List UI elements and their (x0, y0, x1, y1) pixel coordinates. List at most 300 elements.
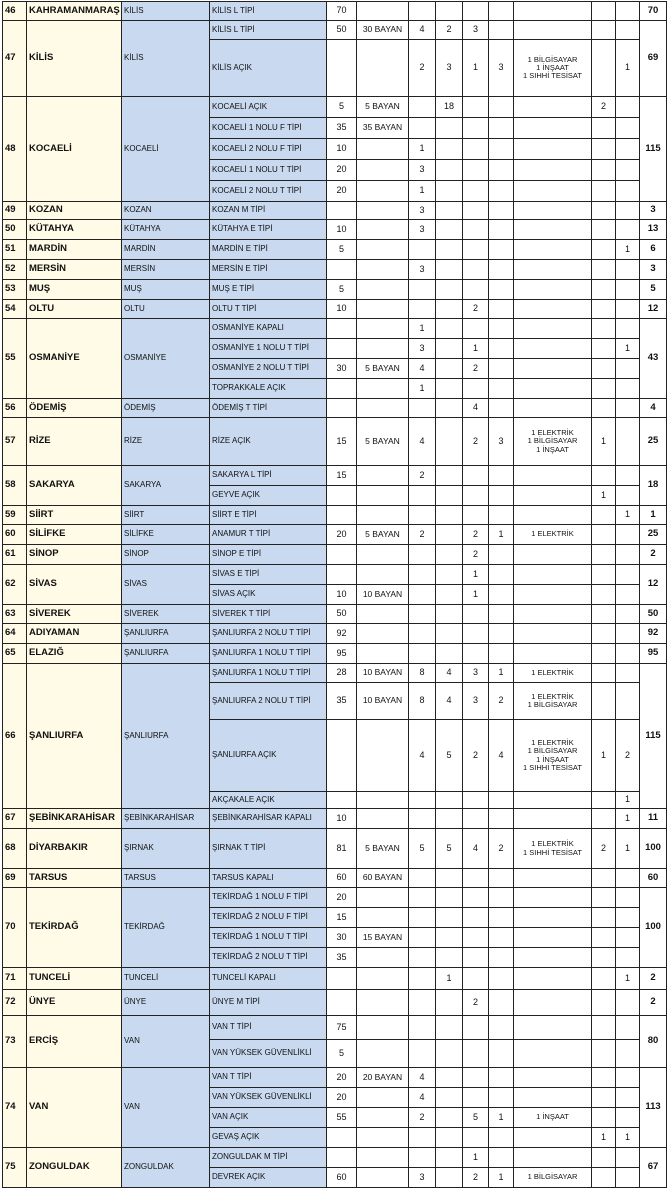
value-cell (616, 990, 640, 1016)
value-cell (592, 565, 616, 585)
value-cell: 3 (409, 160, 436, 181)
province-cell: RİZE (27, 418, 122, 466)
value-cell (592, 359, 616, 379)
value-cell (436, 220, 463, 240)
female-count-cell: 5 BAYAN (357, 829, 409, 869)
female-count-cell: 5 BAYAN (357, 525, 409, 545)
value-cell: 4 (409, 1068, 436, 1088)
female-count-cell: 20 BAYAN (357, 1068, 409, 1088)
assigned-count-cell: 20 (327, 181, 357, 202)
value-cell: 2 (436, 21, 463, 40)
value-cell: 2 (463, 525, 489, 545)
total-cell: 12 (640, 300, 667, 319)
facility-type-cell: DEVREK AÇIK (210, 1168, 327, 1188)
row-number-cell: 49 (3, 202, 27, 220)
female-count-cell: 60 BAYAN (357, 869, 409, 888)
trade-list-cell (514, 118, 592, 139)
value-cell (436, 948, 463, 968)
row-number-cell: 57 (3, 418, 27, 466)
row-number-cell: 66 (3, 664, 27, 809)
value-cell (616, 585, 640, 605)
value-cell (592, 1016, 616, 1040)
value-cell (616, 399, 640, 418)
province-cell: ELAZIĞ (27, 644, 122, 664)
value-cell (592, 2, 616, 21)
table-row (3, 319, 667, 339)
institution-city-cell: ÖDEMİŞ (122, 399, 210, 418)
table-row (3, 280, 667, 300)
value-cell: 2 (489, 683, 514, 720)
value-cell (463, 486, 489, 506)
trade-list-cell (514, 809, 592, 829)
female-count-cell (357, 545, 409, 565)
table-row (3, 399, 667, 418)
table-row (3, 260, 667, 280)
value-cell (616, 118, 640, 139)
value-cell (489, 379, 514, 399)
assigned-count-cell: 20 (327, 1088, 357, 1108)
value-cell: 1 (409, 139, 436, 160)
value-cell: 4 (409, 720, 436, 792)
table-row (3, 97, 667, 118)
female-count-cell (357, 1088, 409, 1108)
value-cell (436, 908, 463, 928)
value-cell: 1 (616, 809, 640, 829)
value-cell (592, 664, 616, 683)
value-cell (436, 1168, 463, 1188)
institution-city-cell: TUNCELİ (122, 968, 210, 990)
value-cell (463, 792, 489, 809)
facility-type-cell: ŞANLIURFA 2 NOLU T TİPİ (210, 683, 327, 720)
value-cell: 1 (436, 968, 463, 990)
value-cell: 4 (409, 1088, 436, 1108)
value-cell (436, 260, 463, 280)
assigned-count-cell (327, 319, 357, 339)
female-count-cell: 35 BAYAN (357, 118, 409, 139)
trade-list-cell (514, 565, 592, 585)
value-cell (616, 97, 640, 118)
female-count-cell (357, 1016, 409, 1040)
trade-list-cell (514, 160, 592, 181)
value-cell: 3 (409, 202, 436, 220)
value-cell (436, 319, 463, 339)
facility-type-cell: TEKİRDAĞ 2 NOLU T TİPİ (210, 948, 327, 968)
value-cell (592, 139, 616, 160)
value-cell (592, 792, 616, 809)
value-cell (616, 418, 640, 466)
value-cell: 3 (463, 21, 489, 40)
value-cell (616, 525, 640, 545)
value-cell (489, 1128, 514, 1148)
value-cell: 4 (409, 359, 436, 379)
value-cell (489, 21, 514, 40)
value-cell (616, 379, 640, 399)
province-cell: ÜNYE (27, 990, 122, 1016)
female-count-cell: 15 BAYAN (357, 928, 409, 948)
value-cell: 1 (592, 720, 616, 792)
total-cell: 80 (640, 1016, 667, 1068)
female-count-cell (357, 565, 409, 585)
assigned-count-cell: 5 (327, 280, 357, 300)
value-cell (463, 1016, 489, 1040)
value-cell (489, 644, 514, 664)
province-cell: TARSUS (27, 869, 122, 888)
table-row (3, 869, 667, 888)
row-number-cell: 67 (3, 809, 27, 829)
female-count-cell (357, 260, 409, 280)
total-cell: 18 (640, 466, 667, 506)
value-cell (616, 359, 640, 379)
assigned-count-cell: 30 (327, 928, 357, 948)
value-cell (409, 908, 436, 928)
assigned-count-cell (327, 792, 357, 809)
value-cell (592, 181, 616, 202)
institution-city-cell: MARDİN (122, 240, 210, 260)
value-cell (592, 1108, 616, 1128)
value-cell (463, 139, 489, 160)
value-cell: 1 (592, 418, 616, 466)
value-cell (489, 605, 514, 624)
value-cell (616, 664, 640, 683)
assigned-count-cell: 5 (327, 97, 357, 118)
value-cell: 2 (463, 990, 489, 1016)
female-count-cell (357, 160, 409, 181)
value-cell (409, 1016, 436, 1040)
value-cell: 5 (436, 720, 463, 792)
value-cell (463, 605, 489, 624)
facility-type-cell: KOCAELİ 2 NOLU T TİPİ (210, 181, 327, 202)
assigned-count-cell (327, 202, 357, 220)
assigned-count-cell (327, 565, 357, 585)
female-count-cell (357, 466, 409, 486)
value-cell (436, 990, 463, 1016)
value-cell (592, 1168, 616, 1188)
value-cell (436, 1040, 463, 1068)
province-cell: ŞEBİNKARAHİSAR (27, 809, 122, 829)
table-row (3, 1148, 667, 1168)
value-cell (409, 2, 436, 21)
province-cell: SİVEREK (27, 605, 122, 624)
value-cell (489, 2, 514, 21)
value-cell: 2 (463, 720, 489, 792)
total-cell: 11 (640, 809, 667, 829)
facility-type-cell: SAKARYA L TİPİ (210, 466, 327, 486)
value-cell: 2 (463, 359, 489, 379)
institution-city-cell: KİLİS (122, 2, 210, 21)
value-cell (489, 240, 514, 260)
value-cell (463, 928, 489, 948)
value-cell: 1 (592, 1128, 616, 1148)
facility-type-cell: SİİRT E TİPİ (210, 506, 327, 525)
total-cell: 113 (640, 1068, 667, 1148)
value-cell (436, 359, 463, 379)
value-cell (616, 220, 640, 240)
value-cell: 2 (592, 829, 616, 869)
trade-list-cell (514, 1016, 592, 1040)
value-cell (489, 928, 514, 948)
assigned-count-cell: 5 (327, 240, 357, 260)
value-cell: 2 (409, 525, 436, 545)
value-cell: 2 (409, 1108, 436, 1128)
facility-type-cell: ZONGULDAK M TİPİ (210, 1148, 327, 1168)
female-count-cell (357, 202, 409, 220)
assigned-count-cell (327, 545, 357, 565)
institution-city-cell: SİNOP (122, 545, 210, 565)
value-cell (616, 624, 640, 644)
trade-list-cell (514, 948, 592, 968)
assigned-count-cell: 81 (327, 829, 357, 869)
facility-type-cell: ŞANLIURFA 1 NOLU T TİPİ (210, 664, 327, 683)
value-cell: 2 (463, 1168, 489, 1188)
assigned-count-cell: 15 (327, 466, 357, 486)
table-row (3, 2, 667, 21)
table-row (3, 829, 667, 869)
value-cell: 4 (436, 664, 463, 683)
total-cell: 4 (640, 399, 667, 418)
facility-type-cell: TEKİRDAĞ 1 NOLU T TİPİ (210, 928, 327, 948)
value-cell (409, 585, 436, 605)
value-cell: 1 (616, 968, 640, 990)
value-cell (436, 181, 463, 202)
facility-type-cell: KOCAELİ 2 NOLU F TİPİ (210, 139, 327, 160)
value-cell (616, 1040, 640, 1068)
trade-list-cell (514, 1148, 592, 1168)
value-cell (616, 300, 640, 319)
value-cell: 3 (409, 1168, 436, 1188)
total-cell: 2 (640, 990, 667, 1016)
assigned-count-cell: 55 (327, 1108, 357, 1128)
value-cell (592, 869, 616, 888)
table-row (3, 605, 667, 624)
trade-list-cell (514, 506, 592, 525)
assigned-count-cell: 20 (327, 525, 357, 545)
facility-type-cell: MERSİN E TİPİ (210, 260, 327, 280)
value-cell (616, 1168, 640, 1188)
institution-city-cell: SİVAS (122, 565, 210, 605)
row-number-cell: 53 (3, 280, 27, 300)
assigned-count-cell (327, 720, 357, 792)
value-cell (616, 1016, 640, 1040)
row-number-cell: 59 (3, 506, 27, 525)
value-cell (489, 486, 514, 506)
institution-city-cell: SİLİFKE (122, 525, 210, 545)
female-count-cell (357, 181, 409, 202)
institution-city-cell: SİİRT (122, 506, 210, 525)
value-cell: 5 (436, 829, 463, 869)
assigned-count-cell: 10 (327, 139, 357, 160)
facility-type-cell: ANAMUR T TİPİ (210, 525, 327, 545)
prison-allocation-table (2, 1, 667, 1188)
value-cell (592, 506, 616, 525)
value-cell (436, 888, 463, 908)
value-cell: 2 (409, 40, 436, 97)
facility-type-cell: TARSUS KAPALI (210, 869, 327, 888)
province-cell: TUNCELİ (27, 968, 122, 990)
facility-type-cell: KOCAELİ 1 NOLU T TİPİ (210, 160, 327, 181)
value-cell: 1 (616, 40, 640, 97)
value-cell (436, 644, 463, 664)
value-cell (616, 1108, 640, 1128)
value-cell (592, 339, 616, 359)
table-row (3, 809, 667, 829)
facility-type-cell: TEKİRDAĞ 1 NOLU F TİPİ (210, 888, 327, 908)
institution-city-cell: ŞEBİNKARAHİSAR (122, 809, 210, 829)
total-cell: 1 (640, 506, 667, 525)
value-cell (489, 319, 514, 339)
value-cell (436, 1148, 463, 1168)
province-cell: ÖDEMİŞ (27, 399, 122, 418)
trade-list-cell (514, 869, 592, 888)
province-cell: SİİRT (27, 506, 122, 525)
table-row (3, 525, 667, 545)
value-cell (592, 809, 616, 829)
trade-list-cell (514, 1068, 592, 1088)
assigned-count-cell: 60 (327, 1168, 357, 1188)
facility-type-cell: VAN YÜKSEK GÜVENLİKLİ (210, 1088, 327, 1108)
female-count-cell (357, 792, 409, 809)
value-cell (592, 220, 616, 240)
value-cell (409, 1040, 436, 1068)
assigned-count-cell: 70 (327, 2, 357, 21)
female-count-cell (357, 40, 409, 97)
trade-list-cell (514, 319, 592, 339)
institution-city-cell: ŞANLIURFA (122, 644, 210, 664)
value-cell (489, 1040, 514, 1068)
value-cell (489, 118, 514, 139)
facility-type-cell: VAN T TİPİ (210, 1016, 327, 1040)
value-cell: 2 (463, 300, 489, 319)
value-cell (463, 160, 489, 181)
value-cell (436, 280, 463, 300)
facility-type-cell: VAN YÜKSEK GÜVENLİKLİ (210, 1040, 327, 1068)
assigned-count-cell: 60 (327, 869, 357, 888)
value-cell (489, 1068, 514, 1088)
trade-list-cell (514, 202, 592, 220)
row-number-cell: 68 (3, 829, 27, 869)
total-cell: 115 (640, 664, 667, 809)
total-cell: 115 (640, 97, 667, 202)
assigned-count-cell: 30 (327, 359, 357, 379)
facility-type-cell: OSMANİYE 1 NOLU T TİPİ (210, 339, 327, 359)
female-count-cell (357, 319, 409, 339)
value-cell: 1 (616, 792, 640, 809)
trade-list-cell (514, 466, 592, 486)
value-cell (489, 908, 514, 928)
table-row (3, 506, 667, 525)
value-cell (463, 869, 489, 888)
value-cell (616, 260, 640, 280)
value-cell: 1 (489, 664, 514, 683)
value-cell (489, 260, 514, 280)
institution-city-cell: RİZE (122, 418, 210, 466)
trade-list-cell (514, 644, 592, 664)
value-cell: 5 (409, 829, 436, 869)
institution-city-cell: ŞANLIURFA (122, 664, 210, 809)
trade-list-cell (514, 181, 592, 202)
value-cell (489, 1148, 514, 1168)
assigned-count-cell: 5 (327, 1040, 357, 1068)
value-cell: 3 (409, 260, 436, 280)
value-cell (616, 139, 640, 160)
value-cell (463, 624, 489, 644)
value-cell (489, 888, 514, 908)
total-cell: 92 (640, 624, 667, 644)
value-cell (409, 545, 436, 565)
table-row (3, 664, 667, 683)
value-cell (409, 644, 436, 664)
assigned-count-cell: 10 (327, 300, 357, 319)
facility-type-cell: AKÇAKALE AÇIK (210, 792, 327, 809)
value-cell (592, 525, 616, 545)
value-cell (436, 399, 463, 418)
table-row (3, 1068, 667, 1088)
female-count-cell (357, 1128, 409, 1148)
female-count-cell: 5 BAYAN (357, 359, 409, 379)
female-count-cell: 10 BAYAN (357, 664, 409, 683)
value-cell: 3 (463, 683, 489, 720)
province-cell: KOZAN (27, 202, 122, 220)
value-cell (489, 160, 514, 181)
institution-city-cell: KOCAELİ (122, 97, 210, 202)
trade-list-cell (514, 1128, 592, 1148)
value-cell: 1 (616, 506, 640, 525)
value-cell (436, 545, 463, 565)
assigned-count-cell: 50 (327, 21, 357, 40)
value-cell (409, 809, 436, 829)
province-cell: ŞANLIURFA (27, 664, 122, 809)
value-cell: 1 (616, 1128, 640, 1148)
facility-type-cell: TUNCELİ KAPALI (210, 968, 327, 990)
value-cell: 4 (463, 829, 489, 869)
assigned-count-cell (327, 506, 357, 525)
value-cell (592, 624, 616, 644)
facility-type-cell: OSMANİYE 2 NOLU T TİPİ (210, 359, 327, 379)
assigned-count-cell (327, 260, 357, 280)
value-cell (489, 220, 514, 240)
value-cell (409, 1148, 436, 1168)
row-number-cell: 54 (3, 300, 27, 319)
table-row (3, 418, 667, 466)
value-cell (463, 202, 489, 220)
trade-list-cell (514, 359, 592, 379)
total-cell: 95 (640, 644, 667, 664)
value-cell: 1 (616, 829, 640, 869)
value-cell (592, 968, 616, 990)
table-row (3, 968, 667, 990)
province-cell: DİYARBAKIR (27, 829, 122, 869)
value-cell (463, 809, 489, 829)
trade-list-cell (514, 792, 592, 809)
female-count-cell (357, 990, 409, 1016)
value-cell (436, 1088, 463, 1108)
facility-type-cell: MARDİN E TİPİ (210, 240, 327, 260)
value-cell (436, 525, 463, 545)
value-cell (463, 260, 489, 280)
value-cell (409, 118, 436, 139)
institution-city-cell: VAN (122, 1016, 210, 1068)
trade-list-cell: 1 İNŞAAT (514, 1108, 592, 1128)
row-number-cell: 72 (3, 990, 27, 1016)
value-cell (592, 1040, 616, 1068)
value-cell (436, 160, 463, 181)
institution-city-cell: KİLİS (122, 21, 210, 97)
female-count-cell (357, 1148, 409, 1168)
facility-type-cell: KİLİS AÇIK (210, 40, 327, 97)
value-cell (463, 280, 489, 300)
province-cell: SİNOP (27, 545, 122, 565)
assigned-count-cell (327, 990, 357, 1016)
value-cell (489, 565, 514, 585)
